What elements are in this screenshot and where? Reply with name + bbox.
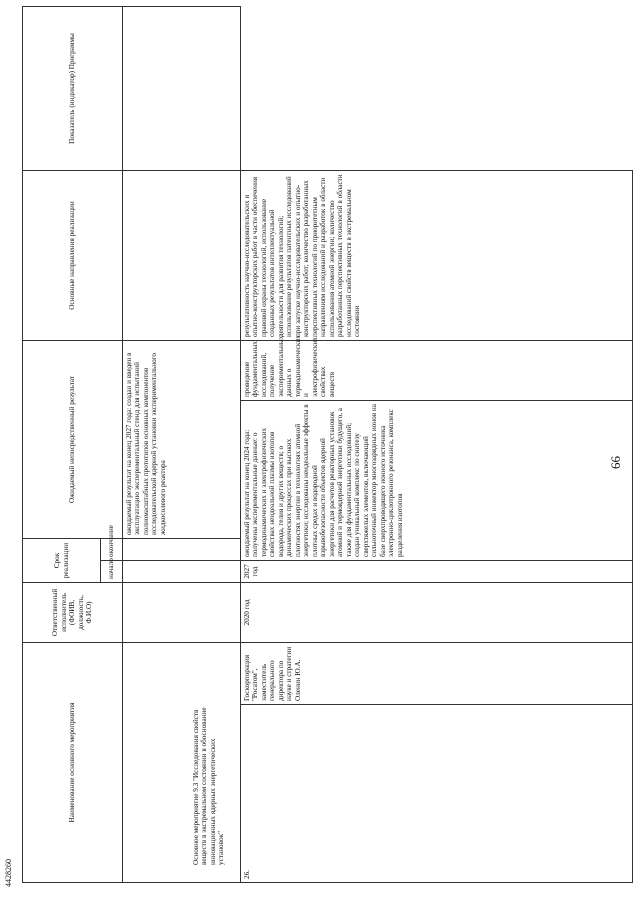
cell-start-empty (123, 560, 241, 582)
document-id: 4428260 (4, 859, 13, 887)
cell-start: 2020 год (241, 582, 633, 642)
program-table (22, 6, 633, 883)
cell-indicators-empty (123, 6, 241, 170)
header-indicators: Показатель (индикатор) Программы (23, 6, 123, 170)
cell-name-text: Основное мероприятие 9.3 "Исследования свойств веществ в экстремальном состоянии в обоснование инновационных ядерных энергетических установок" (192, 707, 226, 865)
header-result: Ожидаемый непосредственный результат (23, 340, 123, 538)
cell-indicators: результативность научно-исследовательских и опытно-конструкторских работ в части обеспечения правовой охраны технологий, использование созданных результатов интеллектуальной деятельности для развития технологий; использование результатов патентных исследований при запуске научно-исследовательских и опытно-конструкторских работ; количество разработанных перспективных технологий по приоритетным направлениям исследований и разработок в области использования атомной энергии; количество разработанных перспективных технологий в области исследований свойств веществ в экстремальном состоянии (241, 170, 633, 340)
cell-number: 26. (241, 705, 633, 883)
header-end: окончание (101, 538, 123, 560)
cell-end-empty (123, 538, 241, 560)
header-start: начало (101, 560, 123, 582)
cell-responsible: Госкорпорация "Росатом", заместитель генерального директора по науке и стратегии Оленин Ю.А. (241, 642, 633, 704)
cell-directions: проведение фундаментальных исследований, получение экспериментальных данных о термодинамических и электрофизических свойствах веществ (241, 340, 633, 400)
table-row (241, 6, 633, 882)
header-responsible: Ответственный исполнитель (ФОИВ, должность, Ф.И.О) (23, 582, 123, 642)
cell-result: ожидаемый результат на конец 2024 года: получены экспериментальные данные: о термодинамических и электрофизических свойствах неидеальной плазмы изотопов водорода, гелия и других веществ; о динамических процессах при высоких плотностях энергии в технологиях атомной энергетики; исследованы неидеальные эффекты в плотных средах и водородной взрывобезопасности объектов ядерной энергетики для расчетов реакторных установок атомной и термоядерной энергетики будущего, а также для фундаментальных исследований; создан уникальный комплекс по синтезу сверхтяжелых элементов, включающий сильноточный инжектор многозарядных ионов на базе сверхпроводящего ионного источника электронно-циклотронного резонанса, комплекс разделения изотопов (241, 400, 633, 560)
header-name: Наименование основного мероприятия (23, 642, 123, 882)
cell-result: ожидаемый результат на конец 2027 года: создан и введен в эксплуатацию экспериментальный стенд для испытаний полномасштабных прототипов основных компонентов исследовательской ядерной установки экспериментального жидкосолевого реактора (123, 340, 241, 538)
header-directions: Основные направления реализации (23, 170, 123, 340)
cell-responsible-empty (123, 582, 241, 642)
header-term: Срок реализации (23, 538, 101, 582)
page-number: 66 (608, 456, 623, 469)
cell-end: 2027 год (241, 560, 633, 582)
cell-directions-empty (123, 170, 241, 340)
